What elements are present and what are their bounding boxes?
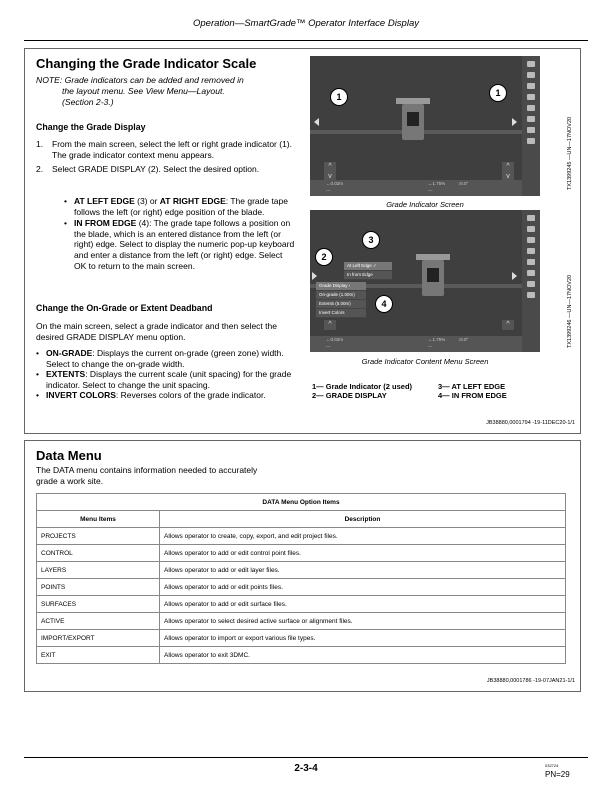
item-name: ON-GRADE xyxy=(46,348,93,358)
chevron-down-icon: v xyxy=(502,172,514,182)
menu-item-cell: PROJECTS xyxy=(37,528,160,545)
angle-readout: ↕0.0° xyxy=(458,337,469,342)
menu-item-extents[interactable]: Extents (5.00m) xyxy=(316,300,366,309)
figure-caption: Grade Indicator Screen xyxy=(386,200,464,209)
callout: 1 xyxy=(489,84,507,102)
description-cell: Allows operator to add or edit control point files. xyxy=(160,545,566,562)
description-cell: Allows operator to add or edit surface files. xyxy=(160,596,566,613)
grade-menu-screen-figure xyxy=(310,210,540,352)
description-cell: Allows operator to add or edit layer files. xyxy=(160,562,566,579)
footer-code: 032724 xyxy=(545,763,559,768)
list-item: • IN FROM EDGE (4): The grade tape follows a position on the blade, which is an entered distance from the left (or right) edge. Select to display the numeric pop-up keyboard and enter a distance from the left (or right) edge. Select OK to return to the main screen. xyxy=(64,218,295,271)
paragraph: On the main screen, select a grade indicator and then select the desired GRADE DISPLAY menu option. xyxy=(36,321,277,342)
option-ref: (4): xyxy=(136,218,154,229)
column-header: Menu Items xyxy=(37,511,160,528)
table-row xyxy=(37,630,566,647)
steps-list xyxy=(36,139,298,179)
slope-readout: ←1.75% xyxy=(428,181,446,186)
table-row xyxy=(37,613,566,630)
list-item: • INVERT COLORS: Reverses colors of the grade indicator. xyxy=(36,390,266,401)
description-cell: Allows operator to exit 3DMC. xyxy=(160,647,566,664)
footer-rule xyxy=(24,757,588,758)
toolbar xyxy=(522,210,540,352)
list-item: • ON-GRADE: Displays the current on-grade (green zone) width. Select to change the on-grade width. xyxy=(36,348,284,369)
note-line: (Section 2-3.) xyxy=(62,97,114,107)
legend-item: 2— GRADE DISPLAY xyxy=(312,391,387,400)
menu-item-cell: SURFACES xyxy=(37,596,160,613)
list-item xyxy=(36,164,298,175)
readout: --- xyxy=(428,344,433,349)
item-text: : Displays the current on-grade (green zone) width. Select to change the on-grade width. xyxy=(46,348,284,369)
description-cell: Allows operator to select desired active surface or alignment files. xyxy=(160,613,566,630)
subheading-grade-display: Change the Grade Display xyxy=(36,122,146,132)
section-title: Data Menu xyxy=(36,448,102,463)
dozer-icon xyxy=(402,104,424,140)
header-rule xyxy=(24,40,588,41)
option-text: The grade tape follows a position on the blade, which is an entered distance from the left (or right) edge. Select to display the numeric pop-up keyboard and enter a distance from the left (or right) edge. Select OK to return to the main screen. xyxy=(74,218,295,271)
readout: --- xyxy=(326,188,331,193)
menu-item-in-from-edge[interactable]: In from Edge xyxy=(344,271,392,280)
figure-legend xyxy=(312,382,552,400)
legend-item: 1— Grade Indicator (2 used) xyxy=(312,382,413,391)
list-item: • AT LEFT EDGE (3) or AT RIGHT EDGE: The grade tape follows the left (or right) edge position of the blade. xyxy=(64,196,288,217)
chevron-up-icon: ^ xyxy=(324,162,336,172)
grade-options-list xyxy=(64,196,296,272)
callout: 2 xyxy=(315,248,333,266)
grade-display-submenu xyxy=(344,262,392,280)
menu-item-cell: EXIT xyxy=(37,647,160,664)
menu-item-cell: ACTIVE xyxy=(37,613,160,630)
table-row xyxy=(37,579,566,596)
offset-readout: ←0.02m xyxy=(326,181,344,186)
step-number: 2. xyxy=(36,164,44,175)
section-title: Changing the Grade Indicator Scale xyxy=(36,56,257,71)
grade-indicator-context-menu xyxy=(316,282,366,318)
right-arrow-icon xyxy=(312,272,317,280)
chevron-up-icon: ^ xyxy=(502,320,514,330)
menu-item-at-left-edge[interactable]: At Left Edge ✓ xyxy=(344,262,392,271)
figure-caption: Grade Indicator Content Menu Screen xyxy=(361,357,489,366)
right-arrow-icon xyxy=(512,272,517,280)
note-line: the layout menu. See View Menu—Layout. xyxy=(62,86,225,96)
chevron-up-icon: ^ xyxy=(324,320,336,330)
item-text: : Reverses colors of the grade indicator. xyxy=(115,390,266,401)
note-line: NOTE: Grade indicators can be added and removed in xyxy=(36,75,244,85)
status-bar xyxy=(310,336,522,352)
reference-code: JB38880,0001794 -19-11DEC20-1/1 xyxy=(486,420,575,426)
offset-readout: ←0.02m xyxy=(326,337,344,342)
legend-item: 4— IN FROM EDGE xyxy=(438,391,507,400)
option-name: AT RIGHT EDGE xyxy=(159,196,226,206)
readout: --- xyxy=(326,344,331,349)
option-text: : The grade tape follows the left (or right) edge position of the blade. xyxy=(74,196,288,217)
callout: 1 xyxy=(330,88,348,106)
note xyxy=(36,75,296,108)
page-number: 2-3-4 xyxy=(294,763,318,774)
paragraph: The DATA menu contains information needed to accurately grade a work site. xyxy=(36,465,258,486)
footer-pn: PN=29 xyxy=(545,770,570,779)
list-item: • EXTENTS: Displays the current scale (unit spacing) for the grade indicator. Select to change the unit spacing. xyxy=(36,369,292,390)
legend-item: 3— AT LEFT EDGE xyxy=(438,382,506,391)
dozer-icon xyxy=(422,260,444,296)
right-arrow-icon xyxy=(512,118,517,126)
table-row xyxy=(37,647,566,664)
option-ref: (3) or xyxy=(134,196,160,206)
chevron-down-icon: v xyxy=(324,172,336,182)
figure-id: TX1399245 —UN—17NOV20 xyxy=(567,116,573,190)
menu-item-invert-colors[interactable]: Invert Colors xyxy=(316,309,366,318)
callout: 4 xyxy=(375,295,393,313)
table-row xyxy=(37,562,566,579)
menu-item-grade-display[interactable]: Grade Display › xyxy=(316,282,366,291)
step-text: Select GRADE DISPLAY (2). Select the desired option. xyxy=(52,164,260,175)
column-header: Description xyxy=(160,511,566,528)
status-bar xyxy=(310,180,522,196)
slope-readout: ←1.75% xyxy=(428,337,446,342)
item-name: INVERT COLORS xyxy=(46,390,116,401)
page-header: Operation—SmartGrade™ Operator Interface Display xyxy=(193,18,419,29)
table-row xyxy=(37,596,566,613)
description-cell: Allows operator to add or edit points files. xyxy=(160,579,566,596)
grade-indicator-screen-figure xyxy=(310,56,540,196)
description-cell: Allows operator to import or export various file types. xyxy=(160,630,566,647)
menu-item-cell: LAYERS xyxy=(37,562,160,579)
table-caption: DATA Menu Option Items xyxy=(37,494,566,511)
menu-item-cell: IMPORT/EXPORT xyxy=(37,630,160,647)
callout: 3 xyxy=(362,231,380,249)
option-name: AT LEFT EDGE xyxy=(74,196,135,206)
option-name: IN FROM EDGE xyxy=(74,218,137,229)
readout: --- xyxy=(428,188,433,193)
item-name: EXTENTS xyxy=(46,369,86,380)
left-arrow-icon xyxy=(314,118,319,126)
menu-item-on-grade[interactable]: On-grade (1.00m) xyxy=(316,291,366,300)
toolbar xyxy=(522,56,540,196)
reference-code: JB38880,0001786 -19-07JAN21-1/1 xyxy=(486,678,575,684)
table-row xyxy=(37,545,566,562)
menu-item-cell: CONTROL xyxy=(37,545,160,562)
chevron-up-icon: ^ xyxy=(502,162,514,172)
table-row xyxy=(37,528,566,545)
item-text: : Displays the current scale (unit spacing) for the grade indicator. Select to change the unit spacing. xyxy=(46,369,292,390)
step-text: From the main screen, select the left or right grade indicator (1). The grade indicator context menu appears. xyxy=(52,139,292,160)
menu-item-cell: POINTS xyxy=(37,579,160,596)
description-cell: Allows operator to create, copy, export, and edit project files. xyxy=(160,528,566,545)
angle-readout: ↕0.0° xyxy=(458,181,469,186)
data-menu-table xyxy=(36,493,566,664)
step-number: 1. xyxy=(36,139,44,149)
subheading-deadband: Change the On-Grade or Extent Deadband xyxy=(36,303,213,313)
figure-id: TX1399246 —UN—17NOV20 xyxy=(567,274,573,348)
deadband-list xyxy=(36,348,298,401)
list-item xyxy=(36,139,298,160)
